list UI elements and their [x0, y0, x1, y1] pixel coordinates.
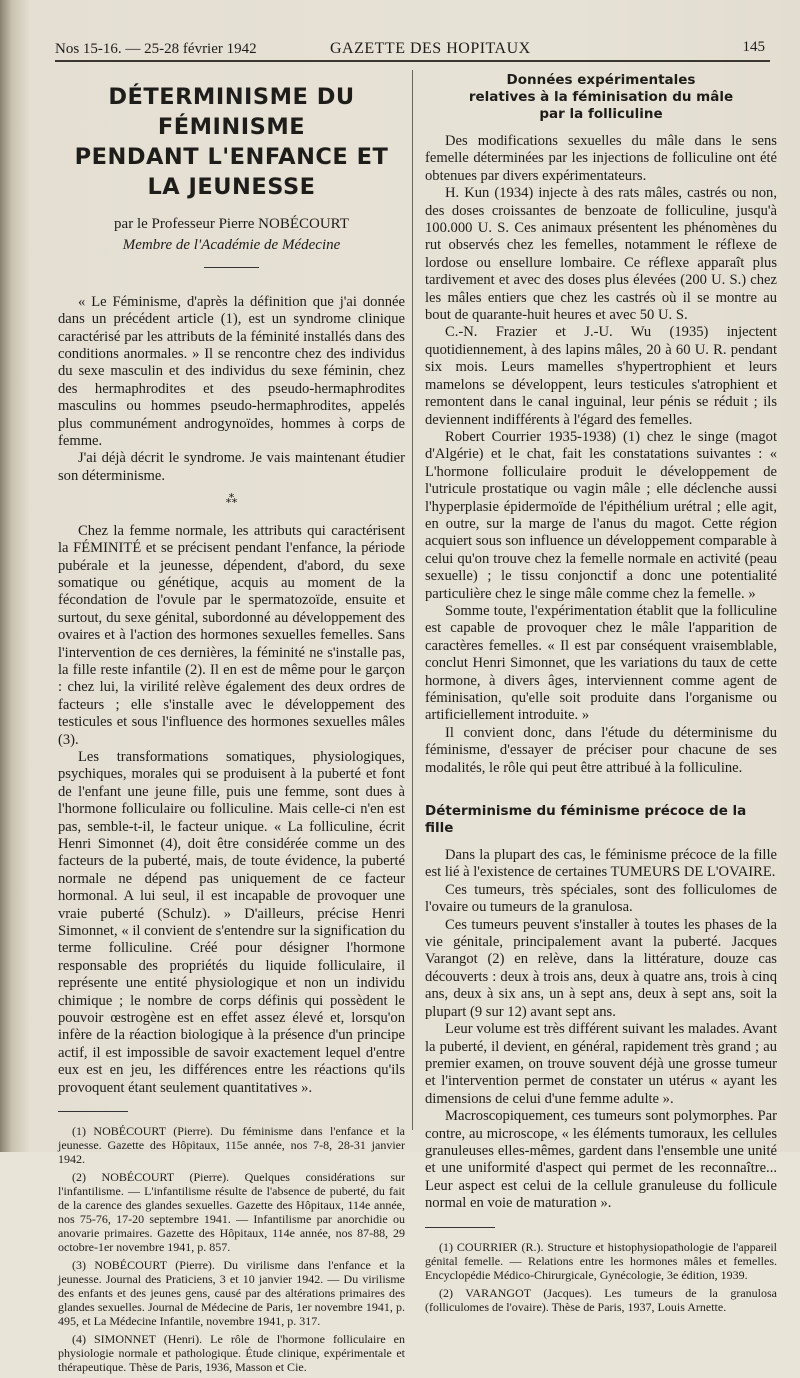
body-paragraph-2: Les transformations somatiques, physiologiques, psychiques, morales qui se produisent à la puberté et font de l'enfant une jeune fille, puis une femme, sont dues à l'hormone folliculaire ou folliculine. Mais celle-ci n'en est pas, semble-t-il, le facteur unique. « La folliculine, écrit Henri Simonnet (4), doit être considérée comme un des facteurs de la puberté, mais, de toute évidence, la puberté normale ne dépend pas uniquement de ce facteur hormonal. A lui seul, il est incapable de provoquer une vraie puberté (Schulz). » D'ailleurs, précise Henri Simonnet, « il convient de s'entendre sur la signification du terme folliculine. Créé pour désigner l'hormone responsable des propriétés du liquide folliculaire, il représente une entité physiologique et non un individu chimique ; le nombre de corps définis qui possèdent le pouvoir œstrogène est en effet assez élevé et, lorsqu'on infère de la réaction biologique à la présence d'un principe actif, il est impossible de savoir exactement lequel d'entre eux est en jeu, les différences entre les réactions qu'ils provoquent étant seulement quantitatives ».: [58, 748, 405, 1096]
intro-paragraph-2: J'ai déjà décrit le syndrome. Je vais maintenant étudier son déterminisme.: [58, 450, 405, 484]
paragraph: Leur volume est très différent suivant les malades. Avant la puberté, il devient, en général, rapidement très grand ; au premier examen, on trouve souvent déjà une grosse tumeur et l'intervention permet de constater un utérus « ayant les dimensions de celui d'une femme adulte ».: [425, 1021, 777, 1107]
article-title: [58, 82, 405, 202]
running-header: [55, 36, 770, 62]
footnote-rule: [425, 1227, 495, 1228]
footnote-rule: [58, 1111, 128, 1112]
section-title-experimental: [425, 72, 777, 123]
page-number: 145: [742, 39, 765, 55]
section-title-line: par la folliculine: [539, 106, 663, 122]
paragraph: Ces tumeurs peuvent s'installer à toutes les phases de la vie génitale, principalement avant la puberté. Jacques Varangot (2) en relève, dans la littérature, douze cas découverts : deux à trois ans, deux à quatre ans, trois à cinq ans, deux à six ans, un à sept ans, deux à sept ans, soit la plupart (9 sur 12) avant sept ans.: [425, 916, 777, 1020]
asterism: ⁂: [225, 492, 238, 507]
paragraph: Dans la plupart des cas, le féminisme précoce de la fille est lié à l'existence de certaines TUMEURS DE L'OVAIRE.: [425, 847, 777, 881]
column-divider: [412, 70, 413, 1130]
section-title-precocious: Déterminisme du féminisme précoce de la fille: [425, 803, 747, 837]
right-column: [425, 66, 777, 1318]
paragraph: Des modifications sexuelles du mâle dans le sens femelle déterminées par les injections de folliculine ont été obtenues par divers expérimentateurs.: [425, 133, 777, 184]
paragraph: H. Kun (1934) injecte à des rats mâles, castrés ou non, des doses croissantes de benzoate de folliculine, jusqu'à 100.000 U. S. Ces animaux présentent les phénomènes du rut observés chez les femelles, notamment le réflexe de lordose ou ensellure lombaire. Ce réflexe apparaît plus tardivement et avec des doses plus élevées (200 U. S.) chez les mâles entiers que chez les castrés où il se montre au bout de quarante-huit heures et avec 50 U. S.: [425, 185, 777, 324]
paragraph: Somme toute, l'expérimentation établit que la folliculine est capable de provoquer chez le mâle l'apparition de caractères femelles. « Il est par conséquent vraisemblable, conclut Henri Simonnet, que les variations du taux de cette hormone, à divers âges, interviennent comme agent de féminisation, qu'elle soit produite dans l'organisme ou artificiellement introduite. »: [425, 602, 777, 724]
footnote: (3) NOBÉCOURT (Pierre). Du virilisme dans l'enfance et la jeunesse. Journal des Praticiens, 3 et 10 janvier 1942. — Du virilisme des enfants et des jeunes gens, causé par des altérations primaires des glandes sexuelles. Journal de Médecine de Paris, 1er novembre 1941, p. 495, et La Médecine Infantile, novembre 1941, p. 317.: [58, 1258, 405, 1329]
issue-number: Nos 15-16. — 25-28 février 1942: [55, 41, 257, 57]
footnote: (1) NOBÉCOURT (Pierre). Du féminisme dans l'enfance et la jeunesse. Gazette des Hôpitaux, 115e année, nos 7-8, 28-31 janvier 1942.: [58, 1124, 405, 1167]
paragraph: C.-N. Frazier et J.-U. Wu (1935) injectent quotidiennement, à des lapins mâles, 20 à 60 U. R. pendant six mois. Leurs mamelles s'hypertrophient et leurs mamelons se développent, leurs testicules s'atrophient et remontent dans le canal inguinal, leur pénis se réduit ; ils deviennent indifférents à l'égard des femelles.: [425, 324, 777, 428]
affiliation: Membre de l'Académie de Médecine: [122, 237, 341, 254]
body-paragraph-1: Chez la femme normale, les attributs qui caractérisent la FÉMINITÉ et se précisent pendant l'enfance, la période pubérale et la jeunesse, dépendent, d'abord, du sexe somatique ou génétique, acquis au moment de la fécondation de l'ovule par le spermatozoïde, ensuite et surtout, du sexe génital, subordonné au développement des ovaires et à l'action des hormones sexuelles femelles. Sans l'intervention de ces dernières, la féminité ne s'installe pas, la fille reste infantile (2). Il en est de même pour le garçon : chez lui, la virilité relève également des deux ordres de facteurs ; elle s'installe avec le développement des testicules et sous l'influence des hormones sexuelles mâles (3).: [58, 522, 405, 748]
section-title-line: Données expérimentales: [506, 72, 696, 88]
paragraph: Macroscopiquement, ces tumeurs sont polymorphes. Par contre, au microscope, « les éléments tumoraux, les cellules granuleuses elles-mêmes, gardent dans l'ensemble une unité et une uniformité d'aspect qui permet de les reconnaître... Leur aspect est celui de la cellule granuleuse du follicule normal en voie de maturation ».: [425, 1108, 777, 1212]
paragraph: Ces tumeurs, très spéciales, sont des folliculomes de l'ovaire ou tumeurs de la granulosa.: [425, 881, 777, 916]
right-footnotes: [425, 1227, 777, 1314]
intro-paragraph: « Le Féminisme, d'après la définition que j'ai donnée dans un précédent article (1), est un syndrome clinique caractérisé par les attributs de la féminité installés dans des conditions anormales. » Il se rencontre chez des individus du sexe masculin et des individus du sexe féminin, chez des hermaphrodites et des pseudo-hermaphrodites masculins ou hommes pseudo-hermaphrodites, appelés plus communément androgynoïdes, hommes à corps de femme.: [58, 293, 405, 450]
paragraph: Robert Courrier 1935-1938) (1) chez le singe (magot d'Algérie) et le chat, fait les constatations suivantes : « L'hormone folliculaire produit le développement de l'utricule prostatique ou vagin mâle ; elle déclenche aussi l'hyperplasie épidermoïde de l'épithélium urétral ; elle agit, en outre, sur la marge de l'anus du magot. Cette région acquiert sous son influence un développement comparable à celui qu'on trouve chez la femelle normale en activité (peau sexuelle) ; le tissu conjonctif a donc une potentialité particulière chez le singe mâle comme chez la femelle. »: [425, 428, 777, 602]
footnote: (2) VARANGOT (Jacques). Les tumeurs de la granulosa (folliculomes de l'ovaire). Thèse de Paris, 1937, Louis Arnette.: [425, 1285, 777, 1314]
section-title-line: relatives à la féminisation du mâle: [468, 89, 734, 105]
footnote: (2) NOBÉCOURT (Pierre). Quelques considérations sur l'infantilisme. — L'infantilisme résulte de l'absence de puberté, du fait de la carence des glandes sexuelles. Gazette des Hôpitaux, 114e année, nos 75-76, 17-20 septembre 1941. — Infantilisme par anorchidie ou anovarie primaires. Gazette des Hôpitaux, 114e année, nos 87-88, 29 octobre-1er novembre 1941, p. 857.: [58, 1170, 405, 1255]
left-column: [58, 66, 405, 1378]
footnote: (4) SIMONNET (Henri). Le rôle de l'hormone folliculaire en physiologie normale et pathologique. Étude clinique, expérimentale et thérapeutique. Thèse de Paris, 1936, Masson et Cie.: [58, 1332, 405, 1375]
title-line-1: DÉTERMINISME DU FÉMINISME: [108, 84, 355, 140]
journal-title: GAZETTE DES HOPITAUX: [330, 40, 531, 57]
byline: par le Professeur Pierre NOBÉCOURT: [114, 216, 349, 232]
paragraph: Il convient donc, dans l'étude du déterminisme du féminisme, d'essayer de préciser pour chacune de ses modalités, le rôle qui peut être attribué à la folliculine.: [425, 724, 777, 776]
title-line-2: PENDANT L'ENFANCE ET LA JEUNESSE: [74, 144, 389, 200]
footnote: (1) COURRIER (R.). Structure et histophysiopathologie de l'appareil génital femelle. — Relations entre les hormones mâles et femelles. Encyclopédie Médico-Chirurgicale, Gynécologie, 3e édition, 1939.: [425, 1239, 777, 1282]
left-footnotes: [58, 1111, 405, 1374]
title-rule: [204, 267, 259, 268]
